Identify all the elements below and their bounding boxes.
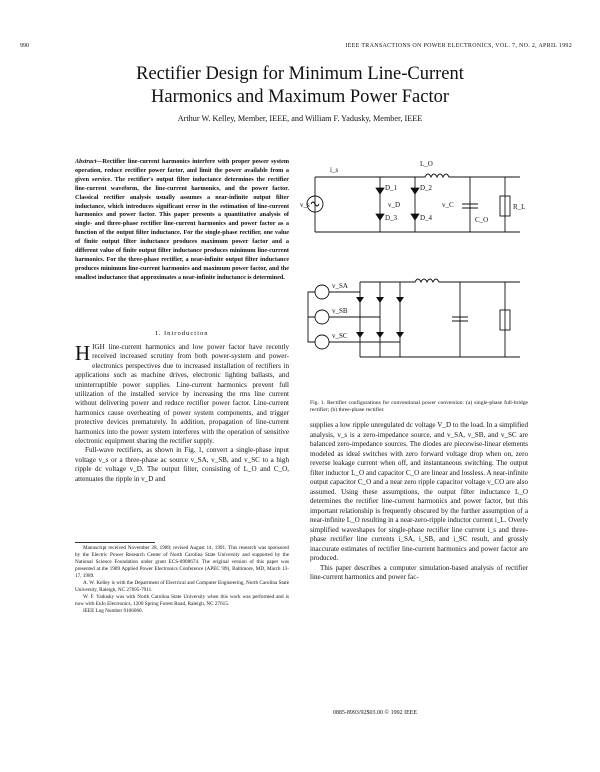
title-line-1: Rectifier Design for Minimum Line-Current — [136, 64, 464, 84]
footnote-log-number: IEEE Log Number 9106060. — [83, 608, 143, 614]
figure-label-vd: v_D — [388, 201, 401, 209]
copyright-line: 0885-8993/92$03.00 © 1992 IEEE — [332, 710, 418, 716]
authors: Arthur W. Kelley, Member, IEEE, and William F. Yadusky, Member, IEEE — [177, 114, 423, 123]
figure-label-co: C_O — [475, 216, 489, 224]
page-number: 990 — [20, 43, 29, 49]
figure-label-d1: D_1 — [385, 184, 398, 192]
dropcap: H — [75, 341, 91, 365]
abstract-label: Abstract— — [75, 158, 103, 165]
figure-label-d4: D_4 — [420, 214, 433, 222]
footnote-rule — [75, 542, 155, 543]
intro-paragraph-1-text: IGH line-current harmonics and low power factor have recently received increased scrutiny from both power-system and power-electronics perspectives due to increased installation of rectifiers in applications such as machine drives, electronic lighting ballasts, and uninterruptible power supplies. Line-current harmonics prevent full utilization of the installed service by increasing the rms line current without delivering power and reduce rectifier power factor. Line-current harmonics cause overheating of power system components, and trigger protective devices prematurely. In addition, propagation of line-current harmonics into the power system interferes with the operation of sensitive electronic equipment sharing the rectifier supply. — [75, 343, 289, 446]
figure-label-d3: D_3 — [385, 214, 398, 222]
figure-1-circuits — [300, 152, 540, 398]
figure-label-lo: L_O — [420, 160, 433, 168]
intro-section — [75, 343, 289, 484]
abstract-text: Rectifier line-current harmonics interfere with proper power system operation, reduce rectifier power factor, and limit the power available from a given service. The rectifier's output filter inductance determines the rectifier line-current waveform, the line-current harmonics, and the power factor. Classical rectifier analysis usually assumes a near-infinite output filter inductance, which introduces significant error in the estimation of line-current harmonics and power factor. This paper presents a quantitative analysis of single- and three-phase rectifier line-current harmonics and power factor as a function of the output filter inductance. For the single-phase rectifier, one value of finite output filter inductance produces maximum power factor and a different value of finite output filter inductance produces minimum line-current harmonics. For the three-phase rectifier, a near-infinite output filter inductance produces minimum line-current harmonics and maximum power factor, and the smallest inductance that approximates a near-infinite inductance is determined. — [75, 158, 289, 281]
intro-paragraph-1 — [75, 343, 289, 446]
footnote-author-1: A. W. Kelley is with the Department of Electrical and Computer Engineering, North Carolina State University, Raleigh, NC 27695-7911. — [75, 580, 289, 593]
section-heading: I. Introduction — [155, 330, 209, 337]
running-head: IEEE TRANSACTIONS ON POWER ELECTRONICS, VOL. 7, NO. 2, APRIL 1992 — [345, 43, 572, 49]
figure-label-vsa: v_SA — [332, 282, 348, 290]
figure-caption: Fig. 1. Rectifier configurations for conventional power conversion: (a) single-phase full-bridge rectifier; (b) three-phase rectifier. — [310, 400, 528, 414]
paper-title — [0, 63, 600, 109]
footnote-manuscript: Manuscript received November 28, 1989; revised August 14, 1991. This research was sponsored by the Electric Power Research Center of North Carolina State University and supported by the National Science Foundation under grant ECS-8908674. The original version of this paper was presented at the 1989 Applied Power Electronics Conference (APEC '89), Baltimore, MD, March 13-17, 1989. — [75, 545, 289, 579]
body-paragraph-continued: supplies a low ripple unregulated dc voltage V_D to the load. In a simplified analysis, v_s is a zero-impedance source, and v_SA, v_SB, and v_SC are balanced zero-impedance sources. The diodes are piecewise-linear elements modeled as ideal switches with zero forward voltage drop when on, zero reverse leakage current when off, and instantaneous switching. The output filter inductor L_O and capacitor C_O are linear and lossless. A near-infinite output capacitor C_O and a near zero ripple capacitor voltage v_CO are also assumed. Using these assumptions, the output filter inductance L_O determines the rectifier line-current harmonics and power factor, but this important relationship is frequently obscured by the further assumption of a near-infinite L_O resulting in a near-zero-ripple inductor current i_L. Overly simplified waveshapes for single-phase rectifier line current i_s and three-phase rectifier line currents i_SA, i_SB, and i_SC result, and grossly inaccurate estimates of rectifier line-current harmonics and power factor are produced. — [310, 421, 528, 562]
footnote-author-2: W. F. Yadusky was with North Carolina State University when this work was performed and is now with Enfo Electronics, 1200 Spring Forest Road, Raleigh, NC 27615. — [75, 594, 289, 607]
figure-label-vc: v_C — [442, 201, 454, 209]
intro-paragraph-2: Full-wave rectifiers, as shown in Fig. 1, convert a single-phase input voltage v_s or a three-phase ac source v_SA, v_SB, and v_SC to a high ripple dc voltage v_D. The output filter, consisting of L_O and C_O, attenuates the ripple in v_D and — [75, 446, 289, 483]
figure-label-d2: D_2 — [420, 184, 433, 192]
body-paragraph-2: This paper describes a computer simulation-based analysis of rectifier line-current harmonics and power fac- — [310, 563, 528, 581]
figure-label-vsb: v_SB — [332, 307, 348, 315]
right-column-body — [310, 421, 528, 583]
figure-label-rl: R_L — [513, 203, 526, 211]
figure-label-is: i_s — [330, 166, 339, 174]
figure-label-vsc: v_SC — [332, 332, 348, 340]
figure-label-vs: v_s — [300, 201, 310, 209]
title-line-2: Harmonics and Maximum Power Factor — [151, 87, 449, 107]
footnote — [75, 545, 289, 615]
abstract — [75, 158, 289, 283]
